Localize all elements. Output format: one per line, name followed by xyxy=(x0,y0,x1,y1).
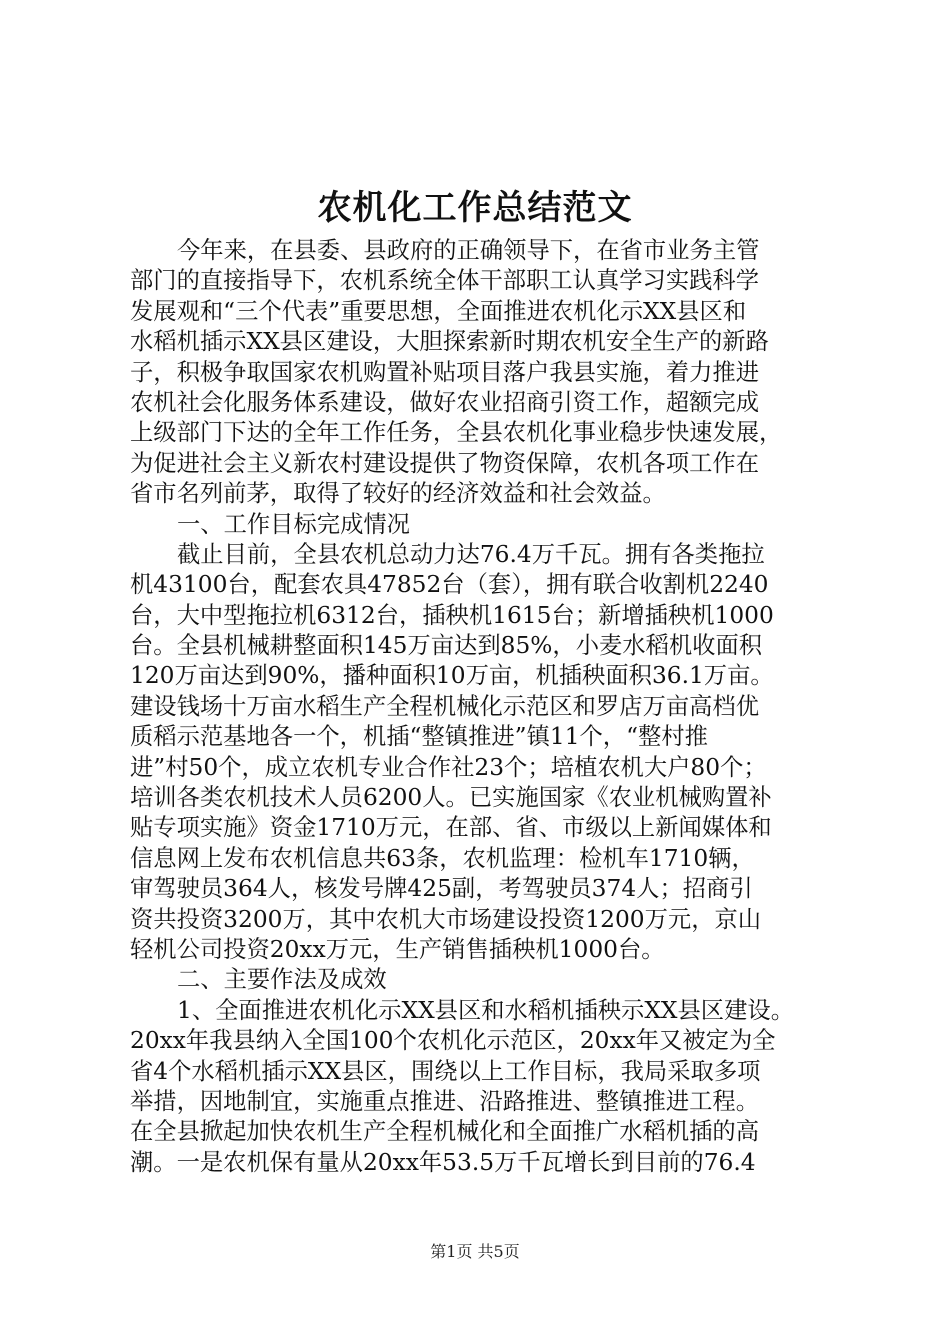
body-line: 截止目前，全县农机总动力达76.4万千瓦。拥有各类拖拉 xyxy=(177,540,765,568)
body-line: 水稻机插示XX县区建设，大胆探索新时期农机安全生产的新路 xyxy=(130,328,769,356)
body-line: 农机社会化服务体系建设，做好农业招商引资工作，超额完成 xyxy=(130,388,760,416)
body-line: 20xx年我县纳入全国100个农机化示范区，20xx年又被定为全 xyxy=(130,1027,776,1055)
body-line: 建设钱场十万亩水稻生产全程机械化示范区和罗店万亩高档优 xyxy=(130,692,760,720)
body-line: 一、工作目标完成情况 xyxy=(177,510,410,538)
body-line: 贴专项实施》资金1710万元，在部、省、市级以上新闻媒体和 xyxy=(130,814,772,842)
body-line: 120万亩达到90%，播种面积10万亩，机插秧面积36.1万亩。 xyxy=(130,662,774,690)
body-line: 机43100台，配套农具47852台（套），拥有联合收割机2240 xyxy=(130,571,769,599)
body-line: 为促进社会主义新农村建设提供了物资保障，农机各项工作在 xyxy=(130,449,760,477)
body-line: 进”村50个，成立农机专业合作社23个；培植农机大户80个； xyxy=(130,753,767,781)
document-title: 农机化工作总结范文 xyxy=(317,188,633,228)
body-line: 培训各类农机技术人员6200人。已实施国家《农业机械购置补 xyxy=(130,784,772,812)
body-line: 轻机公司投资20xx万元，生产销售插秧机1000台。 xyxy=(130,935,665,963)
page-footer: 第1页 共5页 xyxy=(430,1242,520,1261)
body-line: 上级部门下达的全年工作任务，全县农机化事业稳步快速发展， xyxy=(130,419,783,447)
body-line: 今年来，在县委、县政府的正确领导下，在省市业务主管 xyxy=(177,237,760,264)
body-line: 发展观和“三个代表”重要思想，全面推进农机化示XX县区和 xyxy=(130,297,747,325)
body-line: 子，积极争取国家农机购置补贴项目落户我县实施，着力推进 xyxy=(130,358,760,386)
body-line: 台。全县机械耕整面积145万亩达到85%，小麦水稻机收面积 xyxy=(130,632,763,660)
body-line: 潮。一是农机保有量从20xx年53.5万千瓦增长到目前的76.4 xyxy=(130,1148,756,1176)
body-line: 在全县掀起加快农机生产全程机械化和全面推广水稻机插的高 xyxy=(130,1118,760,1146)
body-line: 部门的直接指导下，农机系统全体干部职工认真学习实践科学 xyxy=(130,267,760,295)
body-line: 省市名列前茅，取得了较好的经济效益和社会效益。 xyxy=(130,480,666,508)
body-line: 资共投资3200万，其中农机大市场建设投资1200万元，京山 xyxy=(130,905,762,933)
body-line: 信息网上发布农机信息共63条，农机监理：检机车1710辆， xyxy=(130,844,755,872)
body-line: 举措，因地制宜，实施重点推进、沿路推进、整镇推进工程。 xyxy=(130,1087,760,1115)
body-line: 二、主要作法及成效 xyxy=(177,966,387,994)
body-line: 省4个水稻机插示XX县区，围绕以上工作目标，我局采取多项 xyxy=(130,1057,761,1085)
body-line: 1、全面推进农机化示XX县区和水稻机插秧示XX县区建设。 xyxy=(177,996,794,1024)
body-line: 台，大中型拖拉机6312台，插秧机1615台；新增插秧机1000 xyxy=(130,601,774,629)
body-line: 质稻示范基地各一个，机插“整镇推进”镇11个，“整村推 xyxy=(130,723,708,751)
body-line: 审驾驶员364人，核发号牌425副，考驾驶员374人；招商引 xyxy=(130,875,753,903)
document-body xyxy=(130,236,830,1178)
